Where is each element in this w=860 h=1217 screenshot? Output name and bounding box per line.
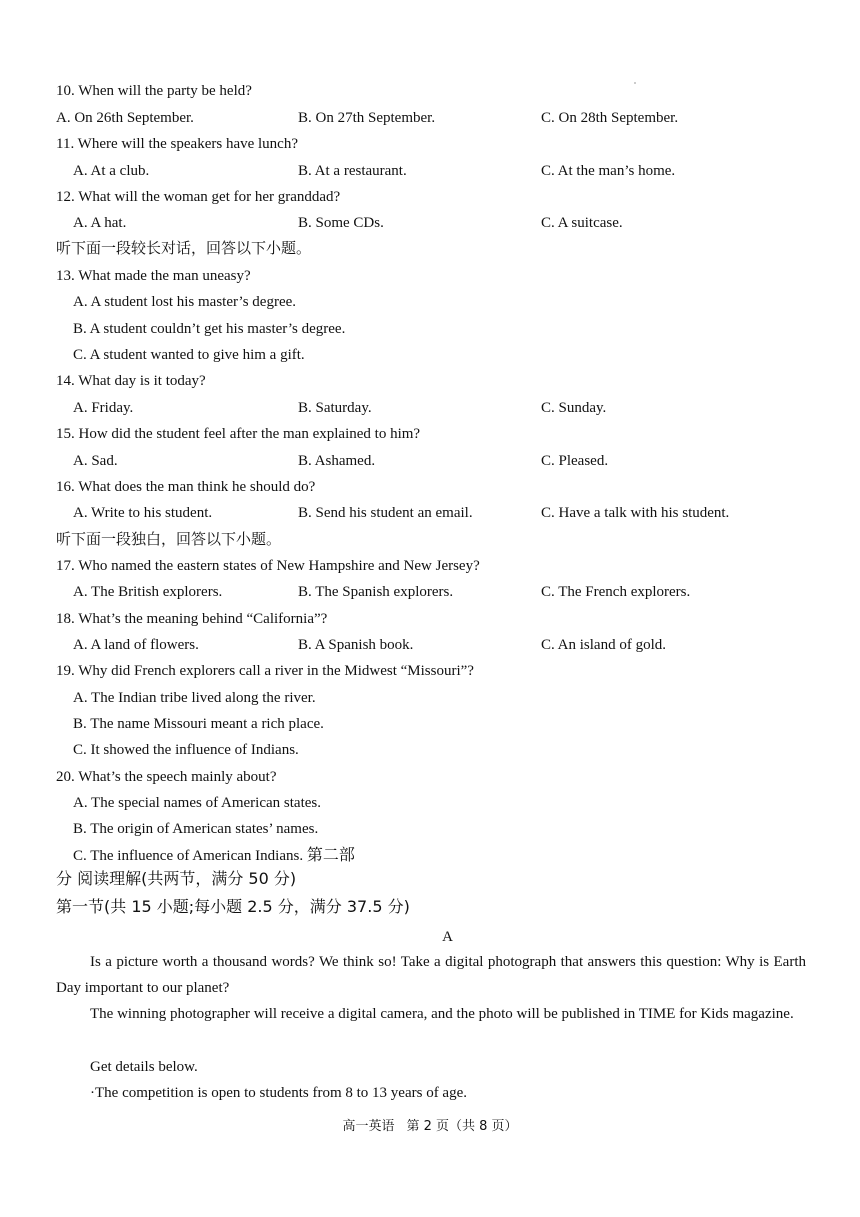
passage-paragraph-1: Is a picture worth a thousand words? We think so! Take a digital photograph that answers this question: Why is Earth Day important to our planet? bbox=[56, 954, 806, 996]
question-16: 16. What does the man think he should do? bbox=[56, 479, 316, 495]
question-11: 11. Where will the speakers have lunch? bbox=[56, 136, 298, 152]
page-footer bbox=[0, 1118, 860, 1136]
q12-option-b: B. Some CDs. bbox=[298, 215, 384, 231]
q13-option-b: B. A student couldn’t get his master’s degree. bbox=[73, 321, 346, 337]
q17-option-a: A. The British explorers. bbox=[73, 584, 223, 600]
scan-speck bbox=[634, 82, 636, 84]
part-two-title-start: 第二部 bbox=[306, 845, 355, 864]
q14-option-a: A. Friday. bbox=[73, 400, 134, 416]
instruction-monologue: 听下面一段独白，回答以下小题。 bbox=[56, 530, 282, 548]
q18-option-a: A. A land of flowers. bbox=[73, 637, 199, 653]
q17-option-b: B. The Spanish explorers. bbox=[298, 584, 454, 600]
q15-option-b: B. Ashamed. bbox=[298, 453, 376, 469]
q19-option-c: C. It showed the influence of Indians. bbox=[73, 742, 299, 758]
q20-option-a: A. The special names of American states. bbox=[73, 795, 321, 811]
passage-paragraph-4: ·The competition is open to students from 8 to 13 years of age. bbox=[90, 1085, 467, 1101]
question-17: 17. Who named the eastern states of New Hampshire and New Jersey? bbox=[56, 558, 480, 574]
question-13: 13. What made the man uneasy? bbox=[56, 268, 251, 284]
q12-option-a: A. A hat. bbox=[73, 215, 127, 231]
question-12: 12. What will the woman get for her granddad? bbox=[56, 189, 341, 205]
q15-option-a: A. Sad. bbox=[73, 453, 118, 469]
passage-label: A bbox=[442, 929, 453, 945]
question-15: 15. How did the student feel after the man explained to him? bbox=[56, 426, 421, 442]
q13-option-a: A. A student lost his master’s degree. bbox=[73, 294, 297, 310]
q16-option-b: B. Send his student an email. bbox=[298, 505, 473, 521]
q19-option-a: A. The Indian tribe lived along the river. bbox=[73, 690, 316, 706]
q14-option-b: B. Saturday. bbox=[298, 400, 372, 416]
q13-option-c: C. A student wanted to give him a gift. bbox=[73, 347, 305, 363]
q20-option-b: B. The origin of American states’ names. bbox=[73, 821, 319, 837]
q11-option-c: C. At the man’s home. bbox=[541, 163, 676, 179]
q20-option-c: C. The influence of American Indians. bbox=[73, 848, 304, 864]
part-two-title-end: 分 阅读理解(共两节，满分 50 分) bbox=[56, 869, 297, 888]
q18-option-c: C. An island of gold. bbox=[541, 637, 667, 653]
question-14: 14. What day is it today? bbox=[56, 373, 206, 389]
q19-option-b: B. The name Missouri meant a rich place. bbox=[73, 716, 324, 732]
question-10: 10. When will the party be held? bbox=[56, 83, 252, 99]
q18-option-b: B. A Spanish book. bbox=[298, 637, 414, 653]
q10-option-a: A. On 26th September. bbox=[56, 110, 194, 126]
instruction-long-dialogue: 听下面一段较长对话，回答以下小题。 bbox=[56, 239, 312, 257]
q20-option-c-line bbox=[73, 845, 355, 866]
q11-option-b: B. At a restaurant. bbox=[298, 163, 407, 179]
q10-option-b: B. On 27th September. bbox=[298, 110, 436, 126]
q11-option-a: A. At a club. bbox=[73, 163, 150, 179]
footer-page-number: 第 2 页（共 8 页） bbox=[406, 1119, 518, 1134]
passage-paragraph-2: The winning photographer will receive a digital camera, and the photo will be published in TIME for Kids magazine. bbox=[90, 1006, 794, 1022]
q16-option-c: C. Have a talk with his student. bbox=[541, 505, 730, 521]
q15-option-c: C. Pleased. bbox=[541, 453, 609, 469]
q17-option-c: C. The French explorers. bbox=[541, 584, 691, 600]
q14-option-c: C. Sunday. bbox=[541, 400, 607, 416]
footer-subject: 高一英语 bbox=[342, 1119, 395, 1134]
question-19: 19. Why did French explorers call a river in the Midwest “Missouri”? bbox=[56, 663, 474, 679]
question-18: 18. What’s the meaning behind “California”? bbox=[56, 611, 328, 627]
passage-paragraph-3: Get details below. bbox=[90, 1059, 198, 1075]
section-one-title: 第一节(共 15 小题;每小题 2.5 分，满分 37.5 分) bbox=[56, 897, 410, 916]
question-20: 20. What’s the speech mainly about? bbox=[56, 769, 277, 785]
q12-option-c: C. A suitcase. bbox=[541, 215, 623, 231]
q10-option-c: C. On 28th September. bbox=[541, 110, 679, 126]
q16-option-a: A. Write to his student. bbox=[73, 505, 213, 521]
